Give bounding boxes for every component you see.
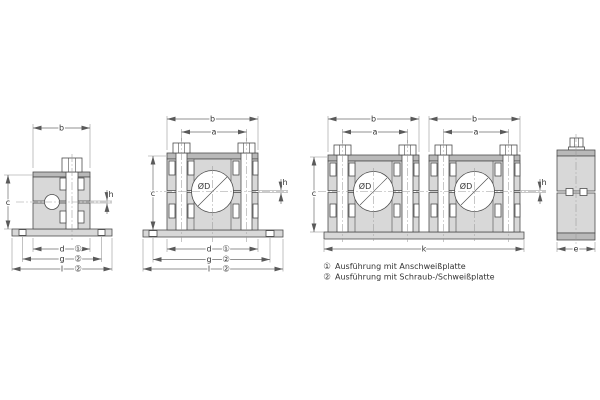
base-plate (324, 232, 524, 239)
dim-label-c: c (150, 189, 156, 198)
plate-hole-left (19, 230, 26, 236)
dim-label-h: h (108, 190, 114, 199)
dim-label-b: b (471, 114, 478, 124)
marker-screw-weld-plate: ② (74, 264, 82, 275)
clamp-side-profile-view (557, 134, 595, 254)
dim-label-d: d (59, 244, 65, 254)
base-plate (143, 230, 283, 237)
plate-hole-right (98, 230, 105, 236)
legend-marker-1: ① (323, 262, 331, 272)
dim-label-b: b (209, 114, 216, 124)
dim-label-c: c (311, 189, 317, 198)
dim-label-l: l (207, 264, 211, 274)
marker-screw-weld-plate: ② (222, 264, 230, 275)
dim-label-h: h (541, 178, 547, 187)
marker-weld-plate: ① (222, 244, 230, 255)
dim-label-h: h (282, 178, 288, 187)
single-clamp-side-view (4, 124, 114, 275)
dimensions (557, 242, 595, 254)
hex-bolt-head (570, 138, 583, 147)
legend-marker-2: ② (323, 272, 331, 283)
marker-weld-plate: ① (74, 244, 82, 255)
legend-label-2: Ausführung mit Schraub-/Schweißplatte (335, 272, 495, 282)
single-clamp-front-view (143, 115, 290, 275)
washer (569, 147, 585, 150)
dim-label-diameter: ØD (459, 182, 473, 191)
marker-screw-weld-plate: ② (74, 254, 82, 265)
dim-label-diameter: ØD (358, 182, 372, 191)
dim-label-c: c (5, 198, 11, 207)
lower-half (557, 193, 595, 233)
dim-label-a: a (211, 127, 217, 137)
dim-label-a: a (473, 127, 479, 137)
marker-screw-weld-plate: ② (222, 255, 230, 265)
base-plate (12, 229, 112, 236)
dim-label-b: b (370, 114, 377, 124)
legend-label-1: Ausführung mit Anschweißplatte (335, 262, 466, 271)
cover-plate (33, 172, 90, 177)
plate-hole-right (266, 231, 274, 237)
dim-label-a: a (372, 127, 378, 137)
dim-label-l: l (60, 264, 64, 274)
dim-label-diameter: ØD (197, 182, 211, 191)
dim-label-d: d (206, 244, 212, 254)
dim-label-b: b (58, 123, 65, 133)
twin-clamp-front-view (310, 115, 547, 254)
dim-label-g: g (206, 255, 212, 264)
dim-label-k: k (421, 244, 427, 254)
legend (323, 262, 494, 283)
plate-hole-left (149, 231, 157, 237)
dim-label-e: e (573, 244, 579, 254)
dim-label-g: g (59, 254, 65, 264)
